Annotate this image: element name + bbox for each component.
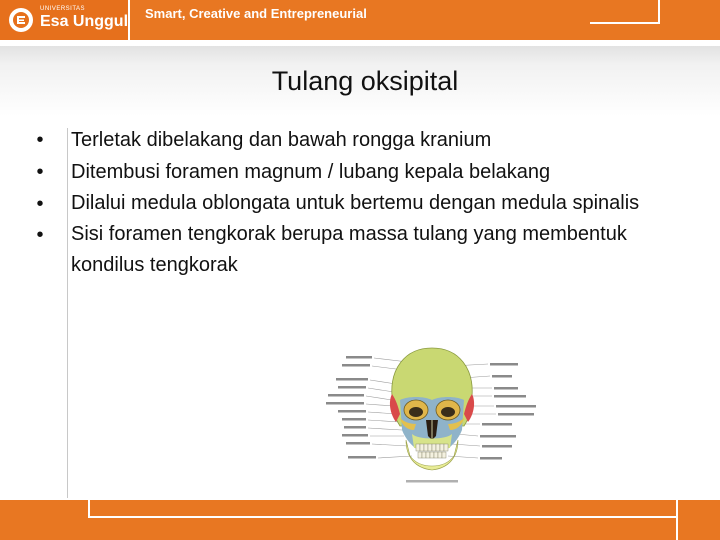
slide-title: Tulang oksipital <box>271 66 459 96</box>
skull-anterior-view-icon <box>312 344 552 498</box>
bullet-text: Ditembusi foramen magnum / lubang kepala belakang <box>71 161 551 183</box>
header-decoration <box>590 0 660 24</box>
tagline: Smart, Creative and Entrepreneurial <box>145 6 367 21</box>
list-item <box>30 188 700 219</box>
list-item <box>30 124 700 156</box>
university-logo[interactable] <box>0 0 130 40</box>
logo-name: Esa Unggul <box>40 13 129 30</box>
bullet-icon: • <box>36 224 44 246</box>
list-item <box>30 219 700 281</box>
footer-decoration-right <box>676 500 686 540</box>
header-bar <box>0 0 720 40</box>
footer-decoration <box>88 500 678 518</box>
bullet-icon: • <box>36 161 44 183</box>
bullet-text: Dilalui medula oblongata untuk bertemu dengan medula spinalis <box>71 192 640 214</box>
logo-emblem-icon <box>8 7 34 33</box>
bullet-text: Sisi foramen tengkorak berupa massa tulang yang membentuk kondilus tengkorak <box>71 223 627 276</box>
bullet-icon: • <box>36 129 44 151</box>
skull-figure <box>312 344 552 498</box>
bullet-text: Terletak dibelakang dan bawah rongga kranium <box>71 129 492 151</box>
bullet-icon: • <box>36 193 44 215</box>
bullet-list <box>30 124 700 281</box>
logo-small-text: UNIVERSITAS <box>40 6 86 12</box>
list-item <box>30 156 700 188</box>
